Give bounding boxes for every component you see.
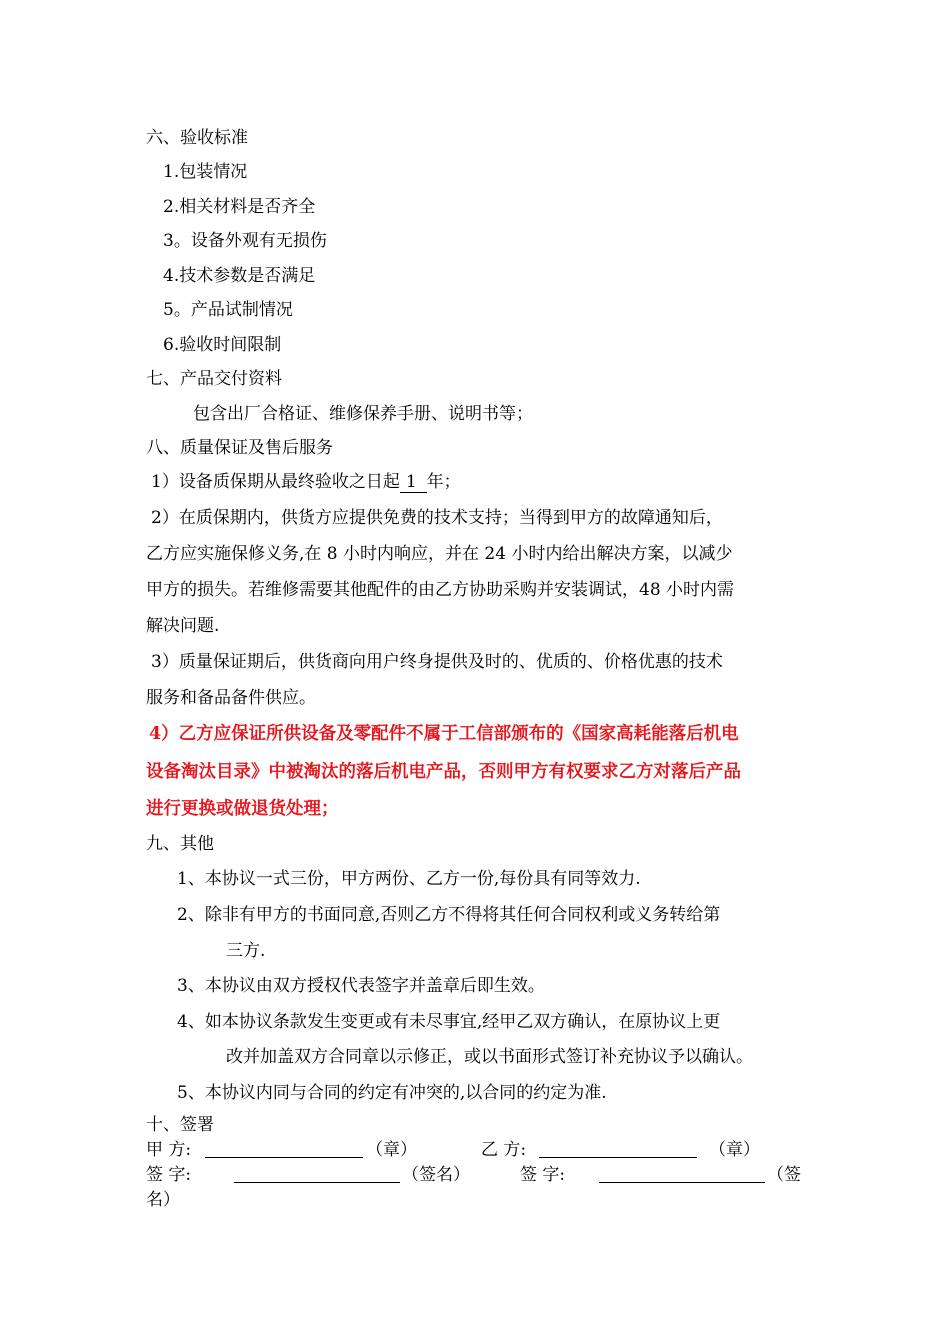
support-clause-line-3: 甲方的损失。若维修需要其他配件的由乙方协助采购并安装调试，48 小时内需 — [146, 580, 735, 600]
sign-b-note-wrap: 名） — [146, 1190, 180, 1210]
warranty-years: 1 — [400, 472, 427, 493]
support-clause-line-4: 解决问题. — [146, 616, 220, 636]
section9-heading: 九、其他 — [146, 834, 214, 854]
sign-a-label: 签 字: — [146, 1165, 192, 1185]
warranty-clause — [151, 470, 461, 494]
party-a-name-field[interactable] — [205, 1140, 363, 1158]
other-item-4-line-1: 4、如本协议条款发生变更或有未尽事宜,经甲乙双方确认，在原协议上更 — [177, 1012, 721, 1032]
section8-heading: 八、质量保证及售后服务 — [146, 438, 333, 458]
section7-heading: 七、产品交付资料 — [146, 369, 282, 389]
compliance-clause-line-1: 4）乙方应保证所供设备及零配件不属于工信部颁布的《国家高耗能落后机电 — [149, 724, 739, 744]
other-item-1: 1、本协议一式三份，甲方两份、乙方一份,每份具有同等效力. — [177, 869, 641, 889]
section6-heading: 六、验收标准 — [146, 128, 248, 148]
compliance-clause-line-3: 进行更换或做退货处理； — [146, 799, 339, 819]
other-item-3: 3、本协议由双方授权代表签字并盖章后即生效。 — [177, 976, 545, 996]
section6-item-6: 6.验收时间限制 — [163, 335, 282, 355]
warranty-text-after: 年； — [426, 472, 461, 492]
section6-item-2: 2.相关材料是否齐全 — [163, 197, 316, 217]
section6-item-1: 1.包装情况 — [163, 162, 248, 182]
section10-heading: 十、签署 — [146, 1115, 214, 1135]
party-a-label: 甲 方: — [146, 1140, 192, 1160]
warranty-text-before: 1）设备质保期从最终验收之日起 — [151, 472, 400, 492]
other-item-5: 5、本协议内同与合同的约定有冲突的,以合同的约定为准. — [177, 1083, 607, 1103]
sign-a-signature-field[interactable] — [234, 1165, 400, 1183]
sign-b-label: 签 字: — [520, 1165, 566, 1185]
section7-body: 包含出厂合格证、维修保养手册、说明书等； — [193, 404, 533, 424]
sign-b-note: （签 — [767, 1165, 801, 1185]
support-clause-line-1: 2）在质保期内，供货方应提供免费的技术支持；当得到甲方的故障通知后， — [151, 508, 723, 528]
support-clause-line-2: 乙方应实施保修义务,在 8 小时内响应，并在 24 小时内给出解决方案，以减少 — [146, 544, 733, 564]
section6-item-3: 3。设备外观有无损伤 — [163, 231, 327, 251]
sign-a-note: （签名） — [402, 1165, 470, 1185]
section6-item-4: 4.技术参数是否满足 — [163, 266, 316, 286]
party-b-seal: （章） — [709, 1140, 760, 1160]
other-item-2-line-2: 三方. — [226, 941, 266, 961]
sign-b-signature-field[interactable] — [599, 1165, 765, 1183]
other-item-4-line-2: 改并加盖双方合同章以示修正，或以书面形式签订补充协议予以确认。 — [226, 1047, 753, 1067]
party-a-seal: （章） — [366, 1140, 417, 1160]
party-b-label: 乙 方: — [481, 1140, 527, 1160]
party-b-name-field[interactable] — [539, 1140, 697, 1158]
after-warranty-line-1: 3）质量保证期后，供货商向用户终身提供及时的、优质的、价格优惠的技术 — [151, 652, 723, 672]
after-warranty-line-2: 服务和备品备件供应。 — [146, 688, 316, 708]
section6-item-5: 5。产品试制情况 — [163, 300, 293, 320]
other-item-2-line-1: 2、除非有甲方的书面同意,否则乙方不得将其任何合同权利或义务转给第 — [177, 905, 721, 925]
compliance-clause-line-2: 设备淘汰目录》中被淘汰的落后机电产品，否则甲方有权要求乙方对落后产品 — [146, 762, 741, 782]
